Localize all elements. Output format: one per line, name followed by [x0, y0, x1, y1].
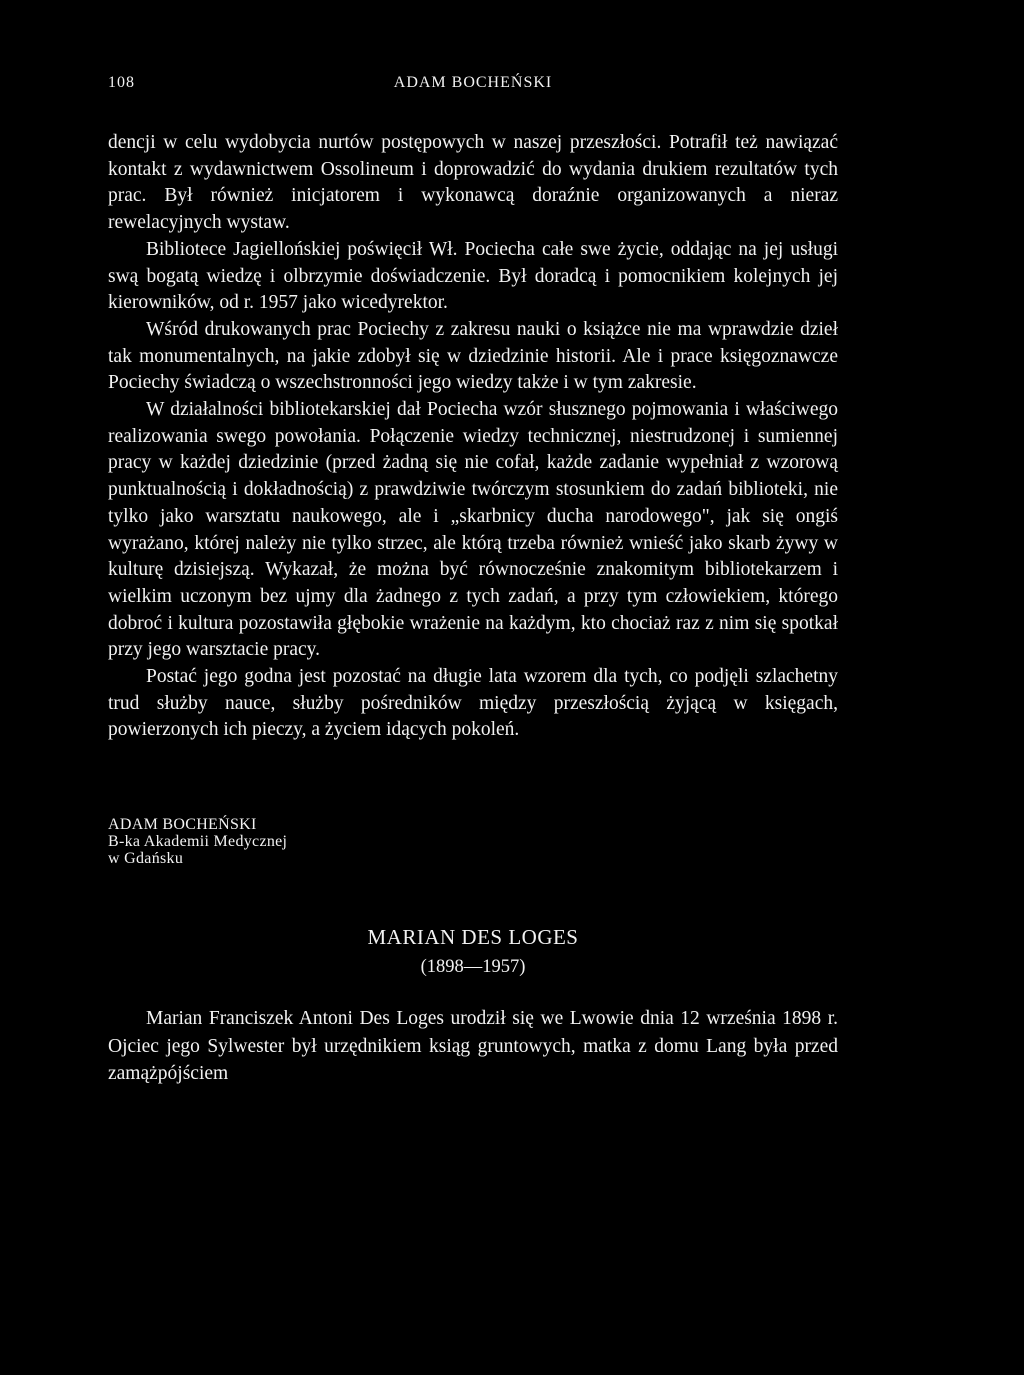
article-title: MARIAN DES LOGES	[367, 925, 579, 950]
body-text	[108, 130, 838, 744]
signature-city: w Gdańsku	[108, 850, 184, 868]
signature-affiliation: B-ka Akademii Medycznej	[108, 833, 288, 851]
paragraph-continuation: dencji w celu wydobycia nurtów postępowych w naszej przeszłości. Potrafił też nawiązać kontakt z wydawnictwem Ossolineum i doprowadzić do wydania drukiem rezultatów tych prac. Był również inicjatorem i wykonawcą doraźnie organizowanych a nieraz rewelacyjnych wystaw.	[108, 132, 838, 234]
paragraph: W działalności bibliotekarskiej dał Pociecha wzór słusznego pojmowania i właściwego realizowania swego powołania. Połączenie wiedzy technicznej, niestrudzonej i sumiennej pracy w każdej dziedzinie (przed żadną się nie cofał, każde zadanie wypełniał z wzorową punktualnością i dokładnością) z prawdziwie twórczym stosunkiem do zadań biblioteki, nie tylko jako warsztatu naukowego, ale i „skarbnicy ducha narodowego", jak się ongiś wyrażano, której należy nie tylko strzec, ale którą trzeba również wnieść jako skarb żywy w kulturę dzisiejszą. Wykazał, że można być równocześnie znakomitym bibliotekarzem i wielkim uczonym bez ujmy dla żadnego z tych zadań, a przy tym człowiekiem, którego dobroć i kultura pozostawiła głębokie wrażenie na każdym, kto chociaż raz z nim się spotkał przy jego warsztacie pracy.	[108, 399, 838, 661]
article-opening-paragraph: Marian Franciszek Antoni Des Loges urodził się we Lwowie dnia 12 września 1898 r. Ojciec jego Sylwester był urzędnikiem ksiąg gruntowych, matka z domu Lang była przed zamążpójściem	[108, 1008, 838, 1085]
paragraph: Wśród drukowanych prac Pociechy z zakresu nauki o książce nie ma wprawdzie dzieł tak monumentalnych, na jakie zdobył się w dziedzinie historii. Ale i prace księgoznawcze Pociechy świadczą o wszechstronności jego wiedzy także i w tym zakresie.	[108, 318, 838, 394]
paragraph: Bibliotece Jagiellońskiej poświęcił Wł. Pociecha całe swe życie, oddając na jej usługi swą bogatą wiedzę i olbrzymie doświadczenie. Był doradcą i pomocnikiem kolejnych jej kierowników, od r. 1957 jako wicedyrektor.	[108, 238, 838, 314]
article-dates: (1898—1957)	[420, 957, 526, 978]
page-number: 108	[108, 74, 135, 91]
author-signature	[108, 816, 838, 867]
signature-name: ADAM BOCHEŃSKI	[108, 816, 257, 834]
article-body	[108, 1005, 838, 1088]
document-page	[108, 68, 838, 1088]
page-header	[108, 68, 838, 98]
running-title: ADAM BOCHEŃSKI	[393, 74, 553, 91]
paragraph: Postać jego godna jest pozostać na długie lata wzorem dla tych, co podjęli szlachetny trud służby nauce, służby pośredników między przeszłością żyjącą w księgach, powierzonych ich pieczy, a życiem idących pokoleń.	[108, 666, 838, 741]
